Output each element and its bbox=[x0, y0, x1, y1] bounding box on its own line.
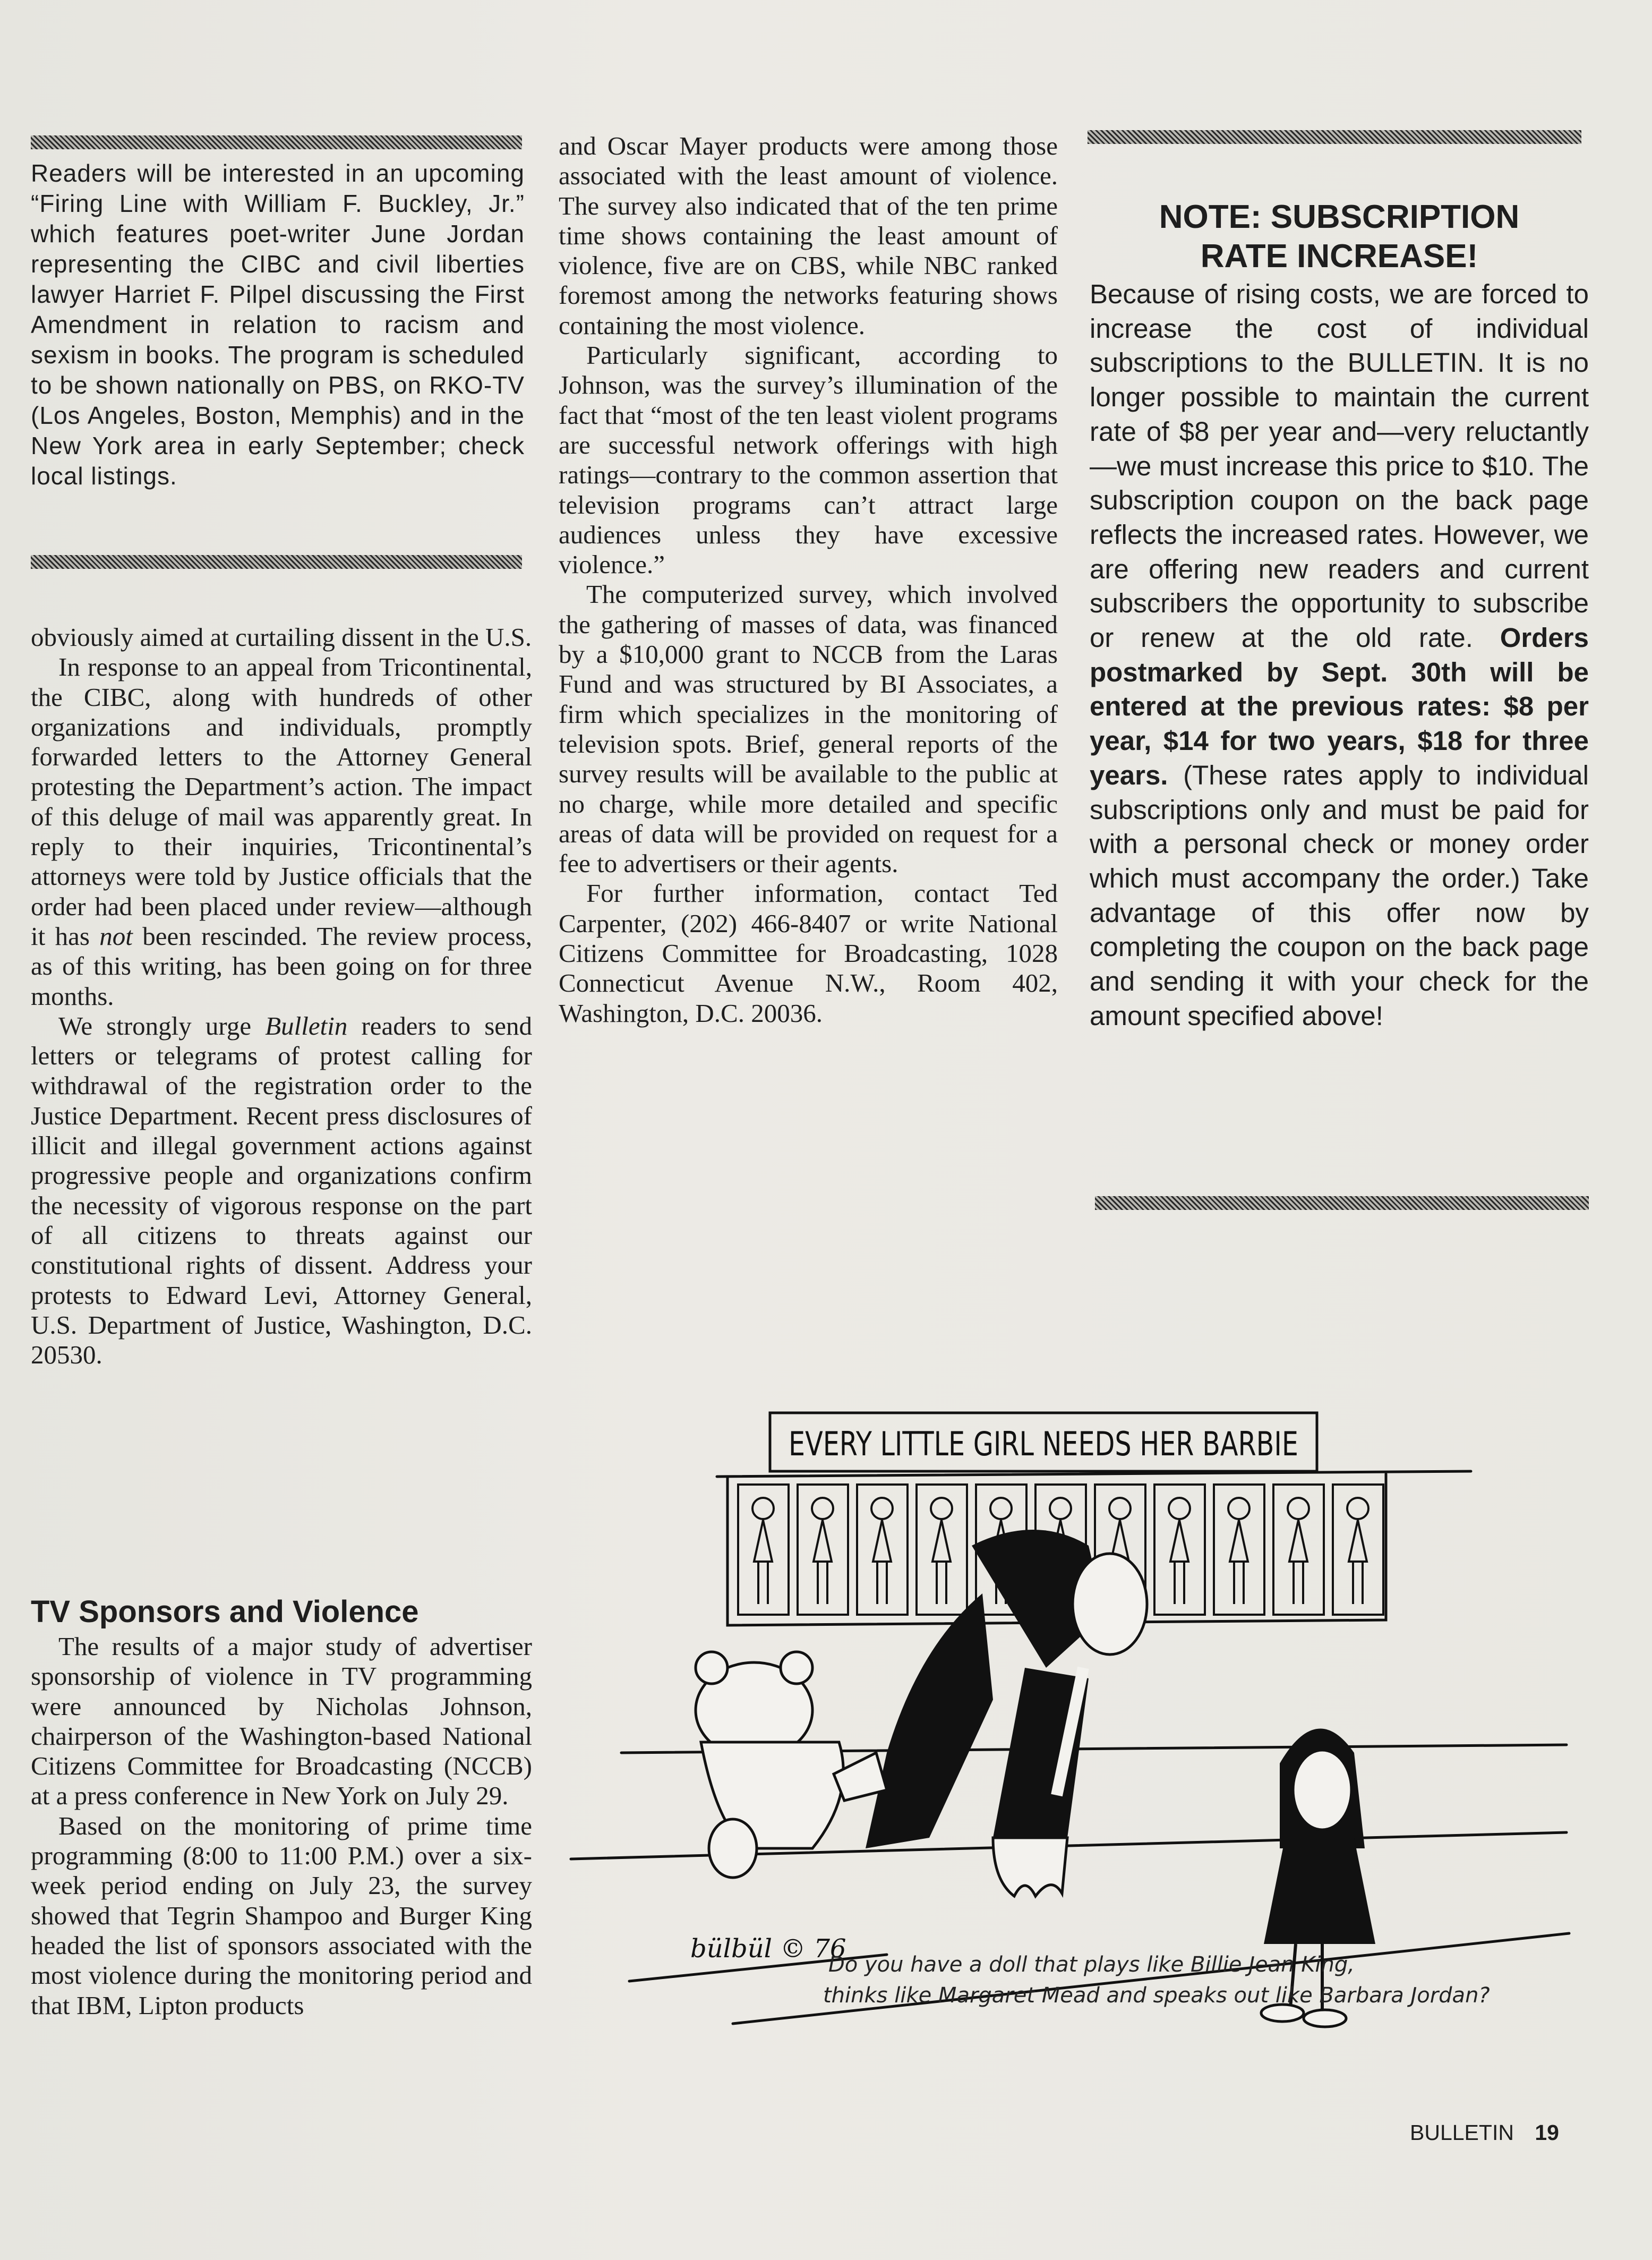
notice-text: Readers will be interested in an upcoming “Firing Line with William F. Buckley, Jr.” which features poet-writer June Jordan representing the CIBC and civil liberties lawyer Harriet F. Pilpel discussing the First Amendment in relation to racism and sexism in books. The program is scheduled to be shown nationally on PBS, on RKO-TV (Los Angeles, Boston, Memphis) and in the New York area in early September; check local listings. bbox=[31, 159, 525, 490]
note-title-line: NOTE: SUBSCRIPTION bbox=[1159, 199, 1520, 235]
section-headline: TV Sponsors and Violence bbox=[31, 1594, 419, 1629]
note-title-line: RATE INCREASE! bbox=[1200, 238, 1478, 275]
doll-head bbox=[1050, 1498, 1071, 1519]
doll-head bbox=[1347, 1498, 1368, 1519]
paragraph-text: readers to send letters or telegrams of protest calling for withdrawal of the registration order to the Justice Department. Recent press disclosures of illicit and illegal government actions against progressive people and organizations confirm the necessity of vigorous response on the part of all citizens to threats against our constitutional rights of dissent. Address your protests to Edward Levi, Attorney General, U.S. Department of Justice, Washington, D.C. 20530. bbox=[31, 1011, 533, 1370]
doll-body bbox=[1289, 1520, 1307, 1604]
doll-box bbox=[917, 1485, 967, 1615]
divider-rule bbox=[31, 555, 522, 569]
doll-box bbox=[1154, 1485, 1205, 1615]
paragraph: The computerized survey, which involved the gathering of masses of data, was financed by a $10,000 grant to NCCB from the Laras Fund and was structured by BI Associates, a firm which specializes in the monitoring of television spots. Brief, general reports of the survey results will be available to the public at no charge, while more detailed and specific areas of data will be provided on request for a fee to advertisers or their agents. bbox=[559, 579, 1058, 879]
divider-rule bbox=[31, 135, 522, 149]
paragraph: The results of a major study of advertiser sponsorship of violence in TV programming were announced by Nicholas Johnson, chairperson of the Washington-based National Citizens Committee for Broadcasting (NCCB) at a press conference in New York on July 29. bbox=[31, 1632, 532, 1811]
note-text: Because of rising costs, we are forced to increase the cost of individual subscriptions to the BULLETIN. It is no longer possible to maintain the current rate of $8 per year and—very reluctantly—we must increase this price to $10. The subscription coupon on the back page reflects the increased rates. However, we are offering new readers and current subscribers the opportunity to subscribe or renew at the old rate. bbox=[1090, 279, 1589, 653]
doll-body bbox=[1170, 1520, 1188, 1604]
divider-rule bbox=[1088, 130, 1581, 144]
subscription-note bbox=[1090, 198, 1589, 1033]
doll-body bbox=[932, 1520, 951, 1604]
doll-head bbox=[990, 1498, 1012, 1519]
doll-body bbox=[754, 1520, 772, 1604]
paragraph: obviously aimed at curtailing dissent in the U.S. bbox=[31, 622, 532, 652]
doll-head bbox=[1228, 1498, 1249, 1519]
doll-box bbox=[1333, 1485, 1383, 1615]
cartoon-illustration bbox=[558, 1370, 1620, 2130]
doll-body bbox=[1349, 1520, 1367, 1604]
doll-head bbox=[1169, 1498, 1190, 1519]
paragraph-text: In response to an appeal from Tricontinental, the CIBC, along with hundreds of other organizations and individuals, promptly forwarded letters to the Attorney General protesting the Department’s action. The impact of this deluge of mail was apparently great. In reply to their inquiries, Tricontinental’s attorneys were told by Justice officials that the order had been placed under review—although it has bbox=[31, 652, 532, 951]
teddy-bear bbox=[696, 1652, 887, 1878]
paragraph bbox=[31, 1011, 532, 1370]
doll-box bbox=[798, 1485, 848, 1615]
emphasis: not bbox=[99, 921, 133, 951]
caption-line: thinks like Margaret Mead and speaks out like Barbara Jordan? bbox=[823, 1983, 1490, 2008]
paragraph: and Oscar Mayer products were among those associated with the least amount of violence. The survey also indicated that of the ten prime time shows containing the least amount of violence, five are on CBS, while NBC ranked foremost among the networks featuring shows containing the most violence. bbox=[559, 131, 1058, 340]
page-number: 19 bbox=[1535, 2120, 1559, 2145]
note-bold-text: Orders postmarked by Sept. 30th will be entered at the previous rates: $8 per year, $14 for two years, $18 for three years. bbox=[1090, 622, 1589, 790]
doll-head bbox=[1109, 1498, 1131, 1519]
paragraph bbox=[31, 652, 532, 1011]
publication-name: BULLETIN bbox=[1410, 2120, 1514, 2145]
doll-head bbox=[871, 1498, 893, 1519]
firing-line-notice bbox=[31, 158, 525, 491]
emphasis: Bulletin bbox=[265, 1011, 348, 1041]
doll-head bbox=[752, 1498, 774, 1519]
store-sign-text: EVERY LITTLE GIRL NEEDS HER BARBIE bbox=[789, 1425, 1298, 1463]
doll-box bbox=[1273, 1485, 1324, 1615]
column-1-article bbox=[31, 622, 532, 1370]
paragraph-text: been rescinded. The review process, as of this writing, has been going on for three months. bbox=[31, 921, 532, 1011]
doll-head bbox=[931, 1498, 952, 1519]
cartoon-caption bbox=[823, 1949, 1614, 2011]
artist-signature: bülbül © 76 bbox=[690, 1934, 846, 1964]
doll-body bbox=[814, 1520, 832, 1604]
divider-rule bbox=[1095, 1196, 1589, 1210]
note-text: (These rates apply to individual subscriptions only and must be paid for with a personal check or money order which must accompany the order.) Take advantage of this offer now by completing the coupon on the back page and sending it with your check for the amount specified above! bbox=[1090, 760, 1589, 1031]
paragraph: For further information, contact Ted Carpenter, (202) 466-8407 or write National Citizens Committee for Broadcasting, 1028 Connecticut Avenue N.W., Room 402, Washington, D.C. 20036. bbox=[559, 879, 1058, 1028]
note-body bbox=[1090, 277, 1589, 1033]
doll-box bbox=[857, 1485, 908, 1615]
doll-box bbox=[1214, 1485, 1264, 1615]
column-2-article bbox=[559, 131, 1058, 1028]
tv-sponsors-section bbox=[31, 1594, 532, 2020]
caption-line: Do you have a doll that plays like Billie Jean King, bbox=[828, 1952, 1355, 1977]
paragraph: Based on the monitoring of prime time programming (8:00 to 11:00 P.M.) over a six-week period ending on July 23, the survey showed that Tegrin Shampoo and Burger King headed the list of sponsors associated with the most violence during the monitoring period and that IBM, Lipton products bbox=[31, 1811, 532, 2020]
note-title bbox=[1090, 198, 1589, 276]
page-footer bbox=[1410, 2120, 1559, 2145]
doll-head bbox=[812, 1498, 833, 1519]
doll-box bbox=[738, 1485, 789, 1615]
doll-head bbox=[1288, 1498, 1309, 1519]
doll-body bbox=[1230, 1520, 1248, 1604]
paragraph-text: We strongly urge bbox=[58, 1011, 252, 1041]
doll-body bbox=[873, 1520, 891, 1604]
paragraph: Particularly significant, according to Johnson, was the survey’s illumination of the fact that “most of the ten least violent programs are successful network offerings with high ratings—contrary to the common assertion that television programs can’t attract large audiences unless they have excessive violence.” bbox=[559, 340, 1058, 579]
